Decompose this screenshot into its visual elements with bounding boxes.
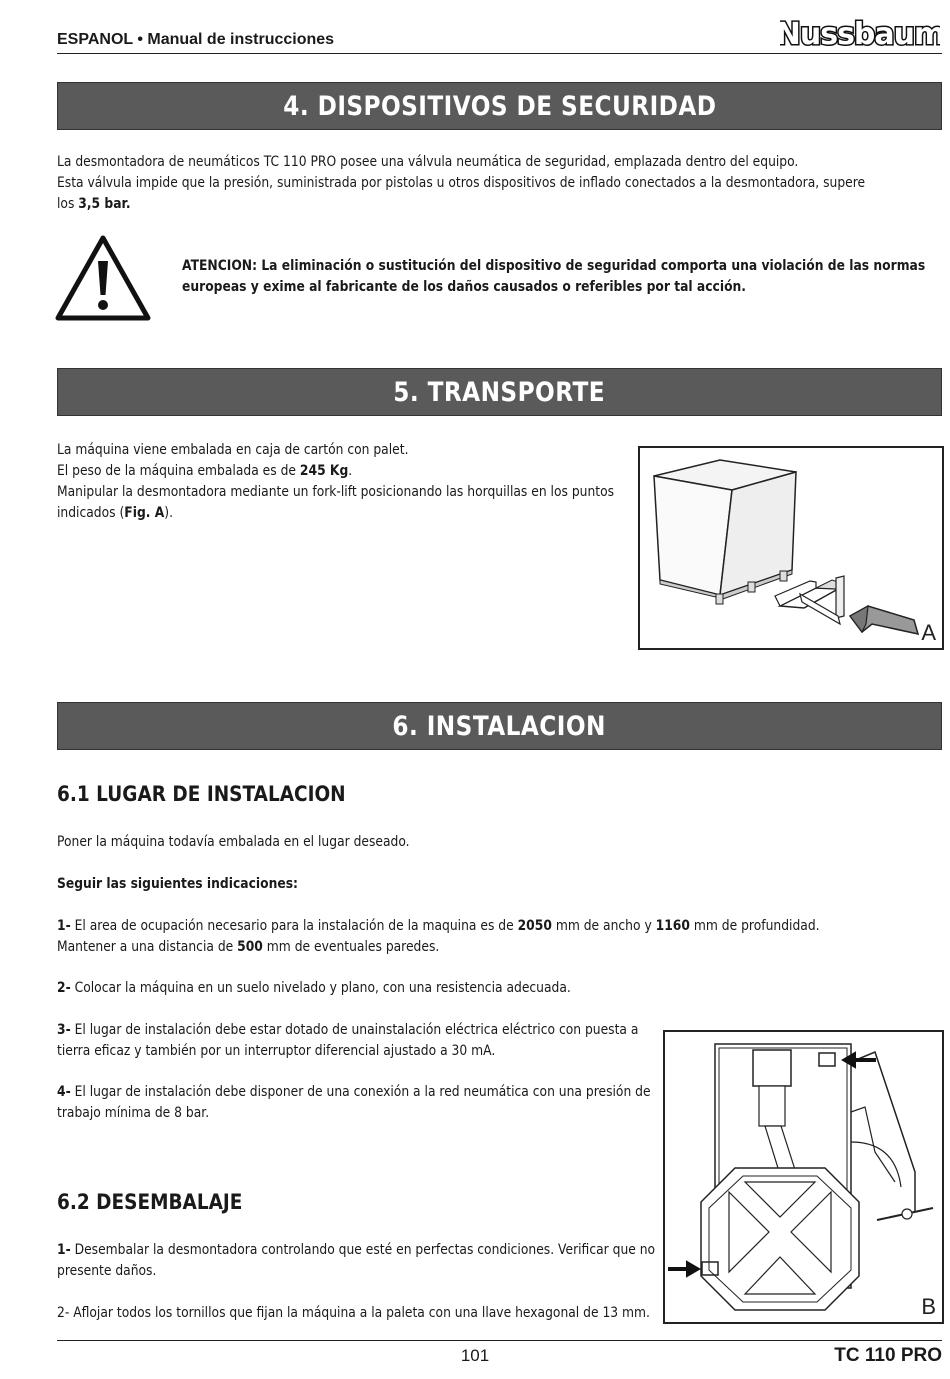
unpack-item-2 [57,1303,657,1324]
figure-a-label: A [921,620,936,645]
sec6-follow-line: Seguir las siguientes indicaciones: [57,876,298,892]
warning-triangle-icon [55,235,151,325]
svg-text:Nussbaum: Nussbaum [780,17,940,50]
model-name: TC 110 PRO [834,1345,942,1366]
page-number: 101 [460,1346,490,1365]
header-title: ESPANOL • Manual de instrucciones [57,31,335,48]
section-6-banner [57,702,942,750]
sec6-intro-line: Poner la máquina todavía embalada en el lugar deseado. [57,834,410,850]
install-item-1 [57,916,937,958]
figure-b-label: B [921,1294,936,1319]
warning-line-1: ATENCION: La eliminación o sustitución del dispositivo de seguridad comporta una violación de las normas [182,258,926,274]
sec6-follow [57,874,937,895]
figure-a [638,446,944,650]
install-item-1-line-2: Mantener a una distancia de 500 mm de eventuales paredes. [57,939,440,955]
header-rule [57,53,942,54]
sec5-paragraph [57,440,637,524]
section-4-title: 4. DISPOSITIVOS DE SECURIDAD [282,90,717,122]
sec4-line-3: los 3,5 bar. [57,196,131,212]
install-item-4 [57,1082,657,1124]
subsection-6-2-title: 6.2 DESEMBALAJE [57,1190,243,1214]
install-item-3 [57,1020,657,1062]
install-item-3-line-2: tierra eficaz y también por un interruptor diferencial ajustado a 30 mA. [57,1043,496,1059]
warning-line-2: europeas y exime al fabricante de los daños causados o referibles por tal acción. [182,279,746,295]
sec5-line-1: La máquina viene embalada en caja de cartón con palet. [57,442,409,458]
install-item-4-line-1: 4- El lugar de instalación debe disponer de una conexión a la red neumática con una presión de [57,1084,651,1100]
packed-box-forklift-illustration [640,448,942,648]
sec4-paragraph [57,152,950,215]
machine-top-view-illustration [665,1032,942,1322]
install-item-2 [57,978,937,999]
section-5-banner [57,368,942,416]
install-item-3-line-1: 3- El lugar de instalación debe estar dotado de unainstalación eléctrica eléctrico con puesta a [57,1022,639,1038]
section-5-title: 5. TRANSPORTE [393,376,606,408]
sec5-line-3: Manipular la desmontadora mediante un fork-lift posicionando las horquillas en los puntos [57,484,615,500]
section-4-banner [57,82,942,130]
nussbaum-logo [780,16,940,54]
subsection-6-1-title: 6.1 LUGAR DE INSTALACION [57,782,346,806]
footer-rule [57,1340,942,1341]
unpack-item-2-line: 2- Aflojar todos los tornillos que fijan la máquina a la paleta con una llave hexagonal de 13 mm. [57,1305,650,1321]
sec5-line-4: indicados (Fig. A). [57,505,174,521]
sec4-line-2: Esta válvula impide que la presión, suministrada por pistolas u otros dispositivos de inflado conectados a la desmontadora, supere [57,175,866,191]
install-item-1-line-1: 1- El area de ocupación necesario para la instalación de la maquina es de 2050 mm de ancho y 1160 mm de profundidad. [57,918,820,934]
warning-text [182,256,942,298]
figure-b [663,1030,944,1324]
unpack-item-1-line-2: presente daños. [57,1263,157,1279]
sec5-line-2: El peso de la máquina embalada es de 245 Kg. [57,463,353,479]
section-6-title: 6. INSTALACION [392,710,607,742]
install-item-2-line: 2- Colocar la máquina en un suelo nivelado y plano, con una resistencia adecuada. [57,980,571,996]
sec4-line-1: La desmontadora de neumáticos TC 110 PRO posee una válvula neumática de seguridad, emplazada dentro del equipo. [57,154,799,170]
unpack-item-1 [57,1240,657,1282]
sec6-intro [57,832,937,853]
unpack-item-1-line-1: 1- Desembalar la desmontadora controlando que esté en perfectas condiciones. Verificar que no [57,1242,656,1258]
install-item-4-line-2: trabajo mínima de 8 bar. [57,1105,210,1121]
